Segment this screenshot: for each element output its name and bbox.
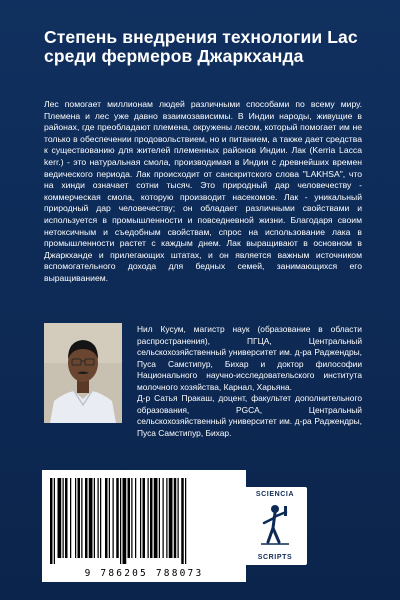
isbn-barcode xyxy=(42,470,246,582)
isbn-number: 9 786205 788073 xyxy=(84,568,204,579)
book-description: Лес помогает миллионам людей различными способами по всему миру. Племена и лес уже давно взаимозависимы. В Индии народы, живущие в районах, где преобладают племена, окружены лесом, который помогает им не только в обеспечении продовольствием, но и питанием, а также дает средства к существованию для жителей племенных районов Индии. Лак (Kerria Lacca kerr.) - это натуральная смола, производимая в Индии с древнейших времен ведического периода. Лак происходит от санскритского слова "LAKHSA", что на хинди означает сотни тысяч. Это природный дар человечеству - коммерческая смола, которую производит насекомое. Лак - уникальный природный дар человечеству; он обладает различными свойствами и используется в промышленности и повседневной жизни. Благодаря своим нетоксичным и съедобным свойствам, спрос на использование лака в промышленности растет с каждым днем. Лак выращивают в основном в Джаркханде и прилегающих штатах, и он является важным источником вспомогательного дохода для бедных семей, занимающихся его выращиванием. xyxy=(44,99,362,283)
publisher-logo xyxy=(243,487,307,565)
author-bio-first: Нил Кусум, магистр наук (образование в области распространения), ПГЦА, Центральный сельскохозяйственный университет им. д-ра Раджендры, Пуса Самстипур, Бихар и доктор философии Национального научно-исследовательского института молочного хозяйства, Карнал, Харьяна. xyxy=(137,324,362,392)
scientist-figure-icon xyxy=(255,502,295,548)
author-bio xyxy=(137,324,362,439)
barcode-icon xyxy=(48,478,240,566)
book-title: Степень внедрения технологии Lac среди фермеров Джаркханда xyxy=(44,27,358,66)
publisher-name-top: SCIENCIA xyxy=(255,491,295,498)
publisher-name-bottom: SCRIPTS xyxy=(257,554,293,561)
author-photo xyxy=(44,323,122,423)
author-bio-second: Д-р Сатья Пракаш, доцент, факультет дополнительного образования, PGCA, Центральный сельскохозяйственный университет им. д-ра Раджендры, Пуса Самстипур, Бихар. xyxy=(137,393,362,438)
